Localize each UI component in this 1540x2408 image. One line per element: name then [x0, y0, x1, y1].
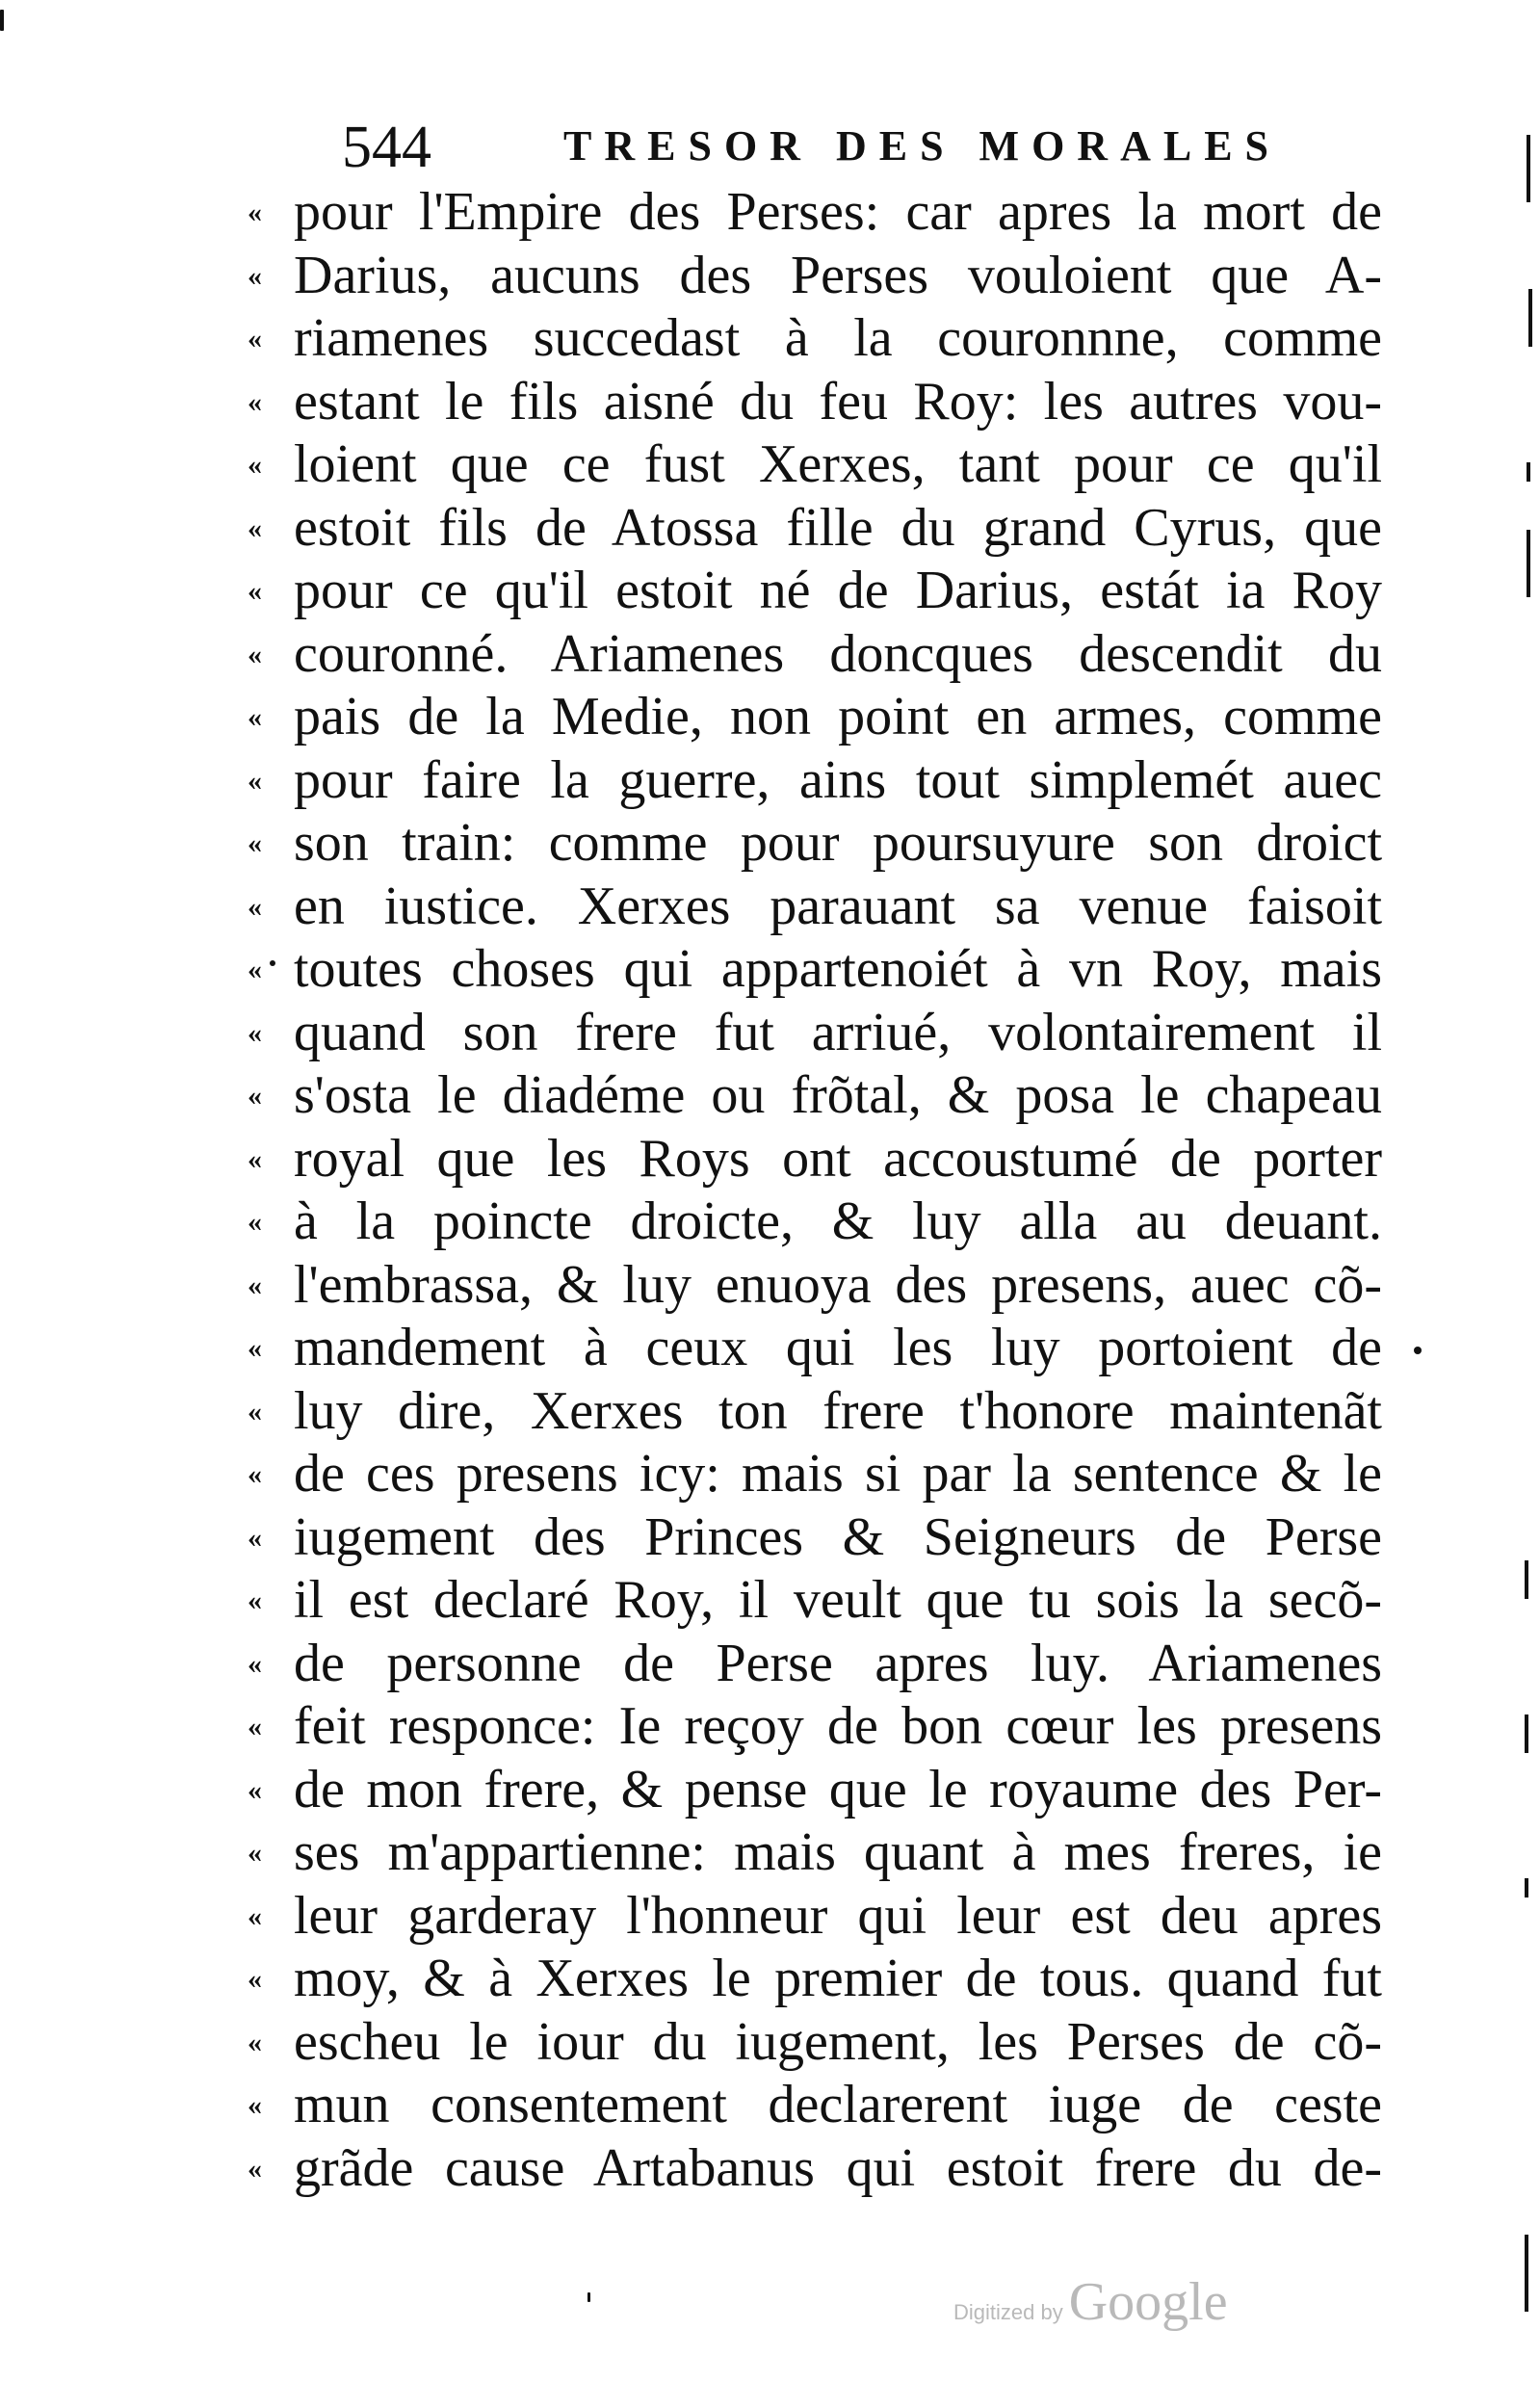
quotation-mark: « [248, 1269, 262, 1301]
line-text: estant le fils aisné du feu Roy: les autres vou- [294, 371, 1382, 432]
line-text: mandement à ceux qui les luy portoient de [294, 1318, 1382, 1377]
quotation-mark: « [248, 385, 262, 418]
quotation-mark: « [248, 1395, 262, 1427]
text-line [248, 307, 1401, 371]
body-text [248, 181, 1401, 2200]
text-line [248, 1380, 1401, 1444]
line-text: mun consentement declarerent iuge de ceste [294, 2075, 1382, 2134]
line-text: ses m'appartienne: mais quant à mes freres, ie [294, 1822, 1382, 1882]
text-line [248, 2074, 1401, 2137]
text-line [248, 433, 1401, 497]
text-line [248, 812, 1401, 876]
text-line [248, 181, 1401, 245]
quotation-mark: « [248, 196, 262, 228]
quotation-mark: « [248, 1963, 262, 1995]
quotation-mark: « [248, 1711, 262, 1742]
text-line [248, 497, 1401, 561]
quotation-mark: « [248, 1332, 262, 1364]
page-number: 544 [342, 115, 431, 180]
text-line [248, 1759, 1401, 1822]
text-line [248, 876, 1401, 939]
text-line [248, 1633, 1401, 1696]
quotation-mark: « [248, 2152, 262, 2185]
line-text: escheu le iour du iugement, les Perses de cõ- [294, 2011, 1382, 2072]
text-line [248, 1064, 1401, 1128]
text-line [248, 1317, 1401, 1380]
quotation-mark: « [248, 575, 262, 607]
line-text: leur garderay l'honneur qui leur est deu apres [294, 1885, 1382, 1946]
line-text: luy dire, Xerxes ton frere t'honore maintenãt [294, 1380, 1382, 1441]
text-line [248, 245, 1401, 308]
line-text: feit responce: Ie reçoy de bon cœur les presens [294, 1696, 1382, 1756]
quotation-mark: « [248, 764, 262, 797]
text-line [248, 1885, 1401, 1949]
line-text: de ces presens icy: mais si par la sentence & le [294, 1444, 1382, 1504]
line-text: l'embrassa, & luy enuoya des presens, auec cõ- [294, 1254, 1382, 1315]
text-line [248, 1128, 1401, 1191]
page-header [342, 114, 1305, 191]
line-text: pour faire la guerre, ains tout simplemét auec [294, 749, 1382, 810]
line-text: quand son frere fut arriué, volontairement il [294, 1002, 1382, 1062]
quotation-mark: « [248, 1016, 262, 1049]
stray-mark [1414, 1347, 1422, 1354]
quotation-mark: « [248, 2026, 262, 2058]
quotation-mark: « [248, 1647, 262, 1680]
quotation-mark: « [248, 1773, 262, 1806]
line-text: toutes choses qui appartenoiét à vn Roy, mais [294, 939, 1382, 999]
quotation-mark: « [248, 323, 262, 354]
text-line [248, 1506, 1401, 1570]
text-line [248, 749, 1401, 813]
line-text: estoit fils de Atossa fille du grand Cyrus, que [294, 497, 1382, 558]
text-line [248, 623, 1401, 687]
quotation-mark: « [248, 2089, 262, 2121]
text-line [248, 1948, 1401, 2011]
stray-mark [587, 2292, 590, 2302]
text-line [248, 2011, 1401, 2075]
line-text: riamenes succedast à la couronnne, comme [294, 308, 1382, 368]
line-text: Darius, aucuns des Perses vouloient que A- [294, 245, 1382, 305]
stray-mark [270, 960, 275, 966]
text-line [248, 2137, 1401, 2201]
quotation-mark: « [248, 1521, 262, 1554]
text-line [248, 1254, 1401, 1318]
quotation-mark: « [248, 890, 262, 923]
text-line [248, 1695, 1401, 1759]
quotation-mark: « [248, 511, 262, 544]
quotation-mark: « [248, 1080, 262, 1112]
digitized-by-label: Digitized by [953, 2300, 1063, 2324]
text-line [248, 1443, 1401, 1506]
text-line [248, 1569, 1401, 1633]
line-text: loient que ce fust Xerxes, tant pour ce qu'il [294, 434, 1382, 494]
running-head: TRESOR DES MORALES [563, 122, 1282, 170]
text-line [248, 1191, 1401, 1254]
quotation-mark: « [248, 1899, 262, 1932]
text-line [248, 560, 1401, 623]
quotation-mark: « [248, 1584, 262, 1616]
line-text: en iustice. Xerxes parauant sa venue faisoit [294, 876, 1382, 936]
line-text: de mon frere, & pense que le royaume des Per- [294, 1759, 1382, 1819]
text-line [248, 1821, 1401, 1885]
quotation-mark: « [248, 1142, 262, 1175]
quotation-mark: « [248, 954, 262, 985]
quotation-mark: « [248, 259, 262, 292]
line-text: pour l'Empire des Perses: car apres la mort de [294, 182, 1382, 242]
line-text: de personne de Perse apres luy. Ariamenes [294, 1633, 1382, 1693]
quotation-mark: « [248, 1206, 262, 1238]
quotation-mark: « [248, 638, 262, 670]
line-text: iugement des Princes & Seigneurs de Perse [294, 1506, 1382, 1567]
quotation-mark: « [248, 827, 262, 859]
line-text: moy, & à Xerxes le premier de tous. quand fut [294, 1949, 1382, 2008]
quotation-mark: « [248, 1458, 262, 1490]
line-text: royal que les Roys ont accoustumé de porter [294, 1128, 1382, 1189]
text-line [248, 371, 1401, 434]
digitized-brand-label: Google [1068, 2272, 1228, 2332]
stray-mark [0, 10, 4, 31]
line-text: couronné. Ariamenes doncques descendit du [294, 623, 1382, 684]
line-text: pais de la Medie, non point en armes, comme [294, 687, 1382, 746]
line-text: il est declaré Roy, il veult que tu sois la secõ- [294, 1570, 1382, 1630]
line-text: son train: comme pour poursuyure son droict [294, 813, 1382, 873]
quotation-mark: « [248, 701, 262, 733]
right-edge-marks [1521, 0, 1540, 2408]
text-line [248, 1002, 1401, 1065]
line-text: à la poincte droicte, & luy alla au deuant. [294, 1191, 1382, 1251]
quotation-mark: « [248, 449, 262, 481]
text-line [248, 686, 1401, 749]
line-text: s'osta le diadéme ou frõtal, & posa le chapeau [294, 1065, 1382, 1125]
quotation-mark: « [248, 1837, 262, 1869]
line-text: pour ce qu'il estoit né de Darius, estát ia Roy [294, 561, 1382, 620]
text-line [248, 938, 1401, 1002]
line-text: grãde cause Artabanus qui estoit frere du de- [294, 2137, 1382, 2198]
digitized-watermark [953, 2271, 1228, 2339]
